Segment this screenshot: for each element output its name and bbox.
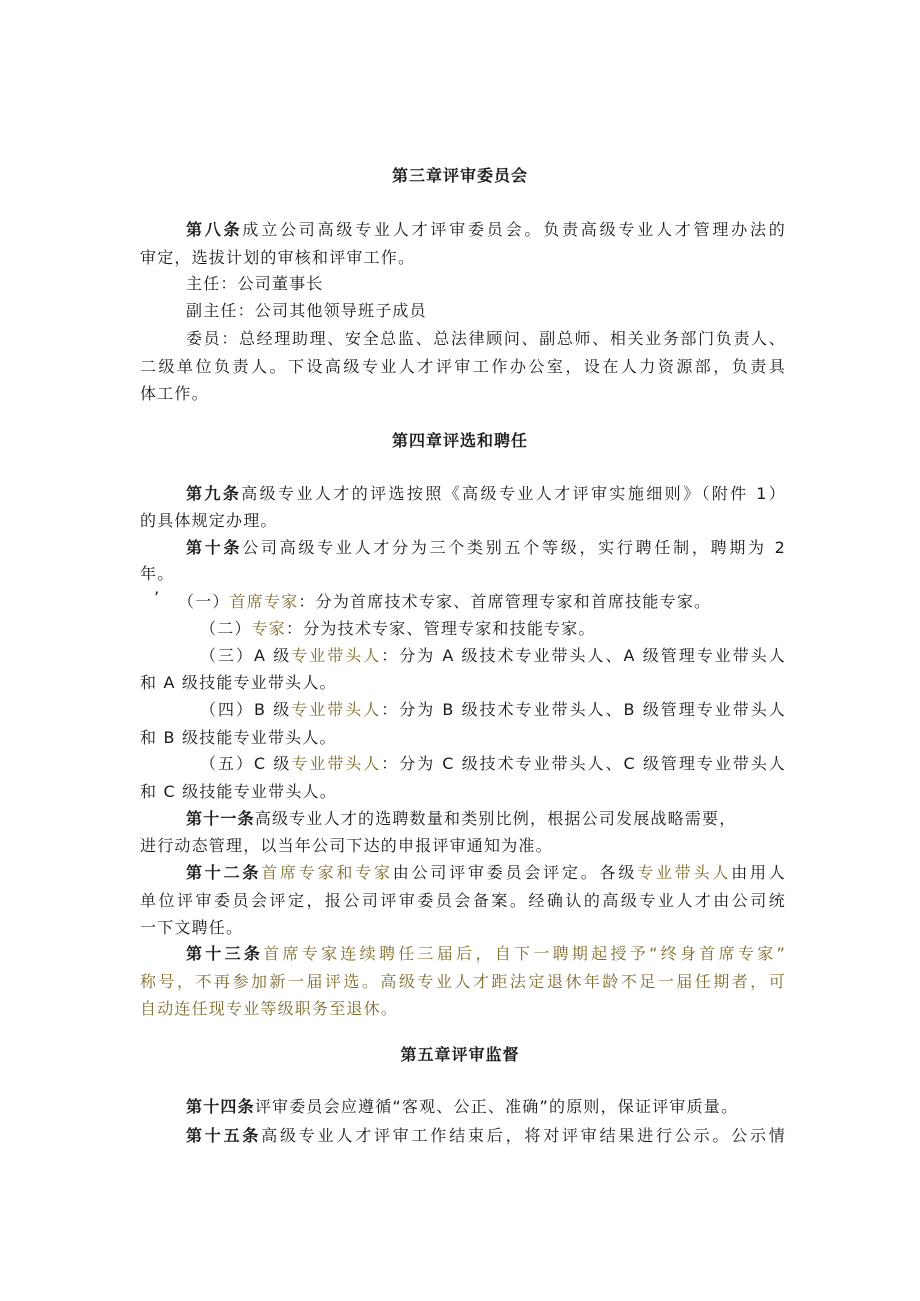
item-5-line-2: 和 C 级技能专业带头人。 (140, 782, 337, 801)
article-12-term-leaders: 专业带头人 (637, 863, 732, 882)
article-12-text-2: 由用人 (731, 863, 786, 882)
item-4-text: ：分为 B 级技术专业带头人、B 级管理专业带头人 (381, 700, 786, 719)
article-14-line-1 (186, 1096, 786, 1118)
item-5-text: ：分为 C 级技术专业带头人、C 级管理专业带头人 (381, 754, 786, 773)
committee-members-line-3: 体工作。 (140, 384, 209, 403)
article-13-text: 首席专家连续聘任三届后，自下一聘期起授予“终身首席专家” (263, 944, 786, 963)
article-10-text: 公司高级专业人才分为三个类别五个等级，实行聘任制，聘期为 2 (242, 538, 786, 557)
article-12-line-3: 一下文聘任。 (140, 918, 244, 937)
item-2-term: 专家 (251, 619, 287, 638)
item-1 (178, 591, 711, 613)
article-11-line-1 (186, 808, 786, 830)
article-15-label: 第十五条 (186, 1126, 262, 1145)
article-12-label: 第十二条 (186, 863, 262, 882)
article-9-text: 高级专业人才的评选按照《高级专业人才评审实施细则》（附件 1） (241, 484, 786, 503)
chapter-4-title: 第四章评选和聘任 (391, 431, 528, 450)
chapter-3-title: 第三章评审委员会 (391, 166, 528, 185)
item-4-line-1 (200, 699, 786, 721)
item-3-line-1 (200, 645, 786, 667)
item-5-term: 专业带头人 (291, 754, 382, 773)
item-4-term: 专业带头人 (291, 700, 382, 719)
item-4-line-2: 和 B 级技能专业带头人。 (140, 728, 337, 747)
chapter-5-title: 第五章评审监督 (400, 1045, 520, 1064)
committee-director: 主任：公司董事长 (186, 274, 324, 293)
article-15-text: 高级专业人才评审工作结束后，将对评审结果进行公示。公示情 (261, 1126, 786, 1145)
item-5-line-1 (200, 753, 786, 775)
committee-members-line-1: 委员：总经理助理、安全总监、总法律顾问、副总师、相关业务部门负责人、 (186, 329, 786, 348)
article-11-text: 高级专业人才的选聘数量和类别比例，根据公司发展战略需要， (254, 809, 737, 828)
item-2-text: ：分为技术专家、管理专家和技能专家。 (286, 619, 596, 638)
article-11-line-2: 进行动态管理，以当年公司下达的申报评审通知为准。 (140, 836, 553, 855)
article-9-label: 第九条 (186, 484, 242, 503)
item-1-term: 首席专家 (229, 592, 299, 611)
item-2 (200, 618, 596, 640)
item-3-text: ：分为 A 级技术专业带头人、A 级管理专业带头人 (381, 646, 786, 665)
article-12-line-2: 单位评审委员会评定，报公司评审委员会备案。经确认的高级专业人才由公司统 (140, 891, 786, 910)
article-12-line-1 (186, 862, 786, 884)
article-13-label: 第十三条 (186, 944, 264, 963)
article-13-line-2: 称号，不再参加新一届评选。高级专业人才距法定退休年龄不足一届任期者，可 (140, 972, 786, 991)
article-10-label: 第十条 (186, 538, 243, 557)
item-1-number: （一） (178, 592, 230, 611)
item-3-number: （三）A 级 (200, 646, 292, 665)
article-15-line-1 (186, 1125, 786, 1147)
item-5-number: （五）C 级 (200, 754, 292, 773)
article-9-line-2: 的具体规定办理。 (140, 511, 278, 530)
item-3-line-2: 和 A 级技能专业带头人。 (140, 673, 337, 692)
article-10-line-2: 年。 (140, 564, 175, 583)
article-14-text: 评审委员会应遵循“客观、公正、准确”的原则，保证评审质量。 (254, 1097, 739, 1116)
article-8-line-2: 审定，选拔计划的审核和评审工作。 (140, 248, 416, 267)
article-8-line-1 (186, 219, 786, 241)
item-1-text: ：分为首席技术专家、首席管理专家和首席技能专家。 (298, 592, 712, 611)
article-8-text: 成立公司高级专业人才评审委员会。负责高级专业人才管理办法的 (242, 220, 786, 239)
article-12-text-1: 由公司评审委员会评定。各级 (392, 863, 638, 882)
article-14-label: 第十四条 (186, 1097, 255, 1116)
item-3-term: 专业带头人 (291, 646, 382, 665)
item-4-number: （四）B 级 (200, 700, 292, 719)
stray-mark: ’ (154, 588, 161, 607)
committee-members-line-2: 二级单位负责人。下设高级专业人才评审工作办公室，设在人力资源部，负责具 (140, 357, 786, 376)
article-11-label: 第十一条 (186, 809, 255, 828)
article-8-label: 第八条 (186, 220, 243, 239)
article-12-term-experts: 首席专家和专家 (261, 863, 393, 882)
article-9-line-1 (186, 483, 786, 505)
article-13-line-3: 自动连任现专业等级职务至退休。 (140, 999, 399, 1018)
article-13-line-1 (186, 943, 786, 965)
item-2-number: （二） (200, 619, 252, 638)
committee-vice-director: 副主任：公司其他领导班子成员 (186, 301, 427, 320)
article-10-line-1 (186, 537, 786, 559)
